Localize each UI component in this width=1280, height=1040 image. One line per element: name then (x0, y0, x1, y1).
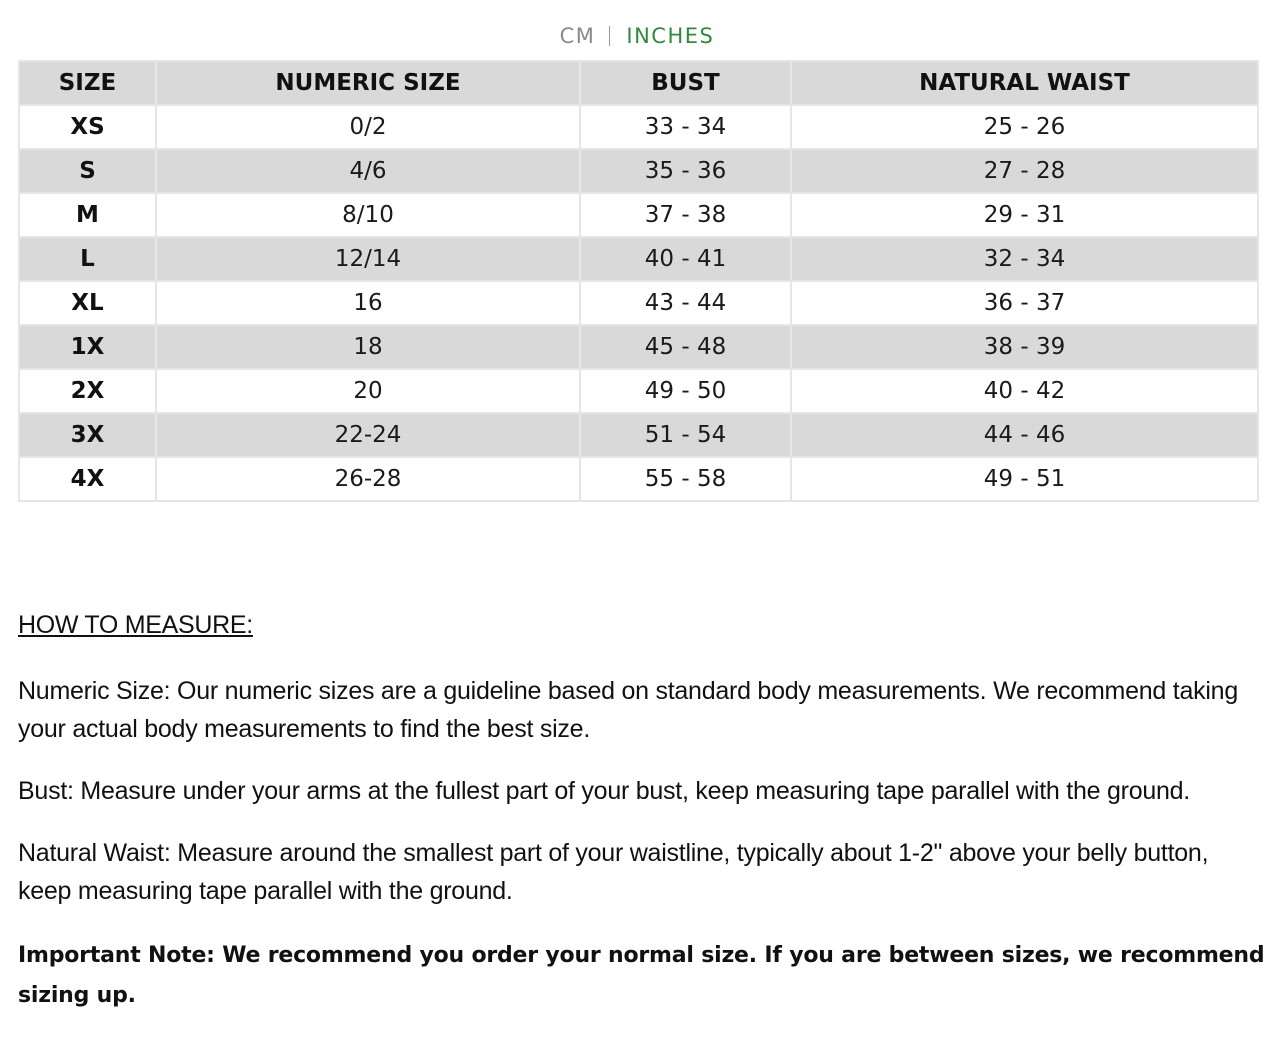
table-row (19, 457, 1258, 501)
numeric-size-cell: 4/6 (156, 149, 580, 193)
unit-cm-option[interactable]: CM (559, 24, 596, 48)
bust-cell: 49 - 50 (580, 369, 791, 413)
header-bust: BUST (580, 61, 791, 105)
table-row (19, 237, 1258, 281)
bust-cell: 37 - 38 (580, 193, 791, 237)
numeric-size-cell: 26-28 (156, 457, 580, 501)
numeric-size-cell: 16 (156, 281, 580, 325)
unit-divider (609, 26, 610, 46)
unit-inches-option[interactable]: INCHES (626, 24, 715, 48)
waist-cell: 38 - 39 (791, 325, 1258, 369)
numeric-size-cell: 22-24 (156, 413, 580, 457)
numeric-size-cell: 0/2 (156, 105, 580, 149)
size-cell: S (19, 149, 156, 193)
size-cell: 1X (19, 325, 156, 369)
waist-cell: 44 - 46 (791, 413, 1258, 457)
size-cell: 4X (19, 457, 156, 501)
waist-cell: 36 - 37 (791, 281, 1258, 325)
waist-cell: 27 - 28 (791, 149, 1258, 193)
natural-waist-guide: Natural Waist: Measure around the smallest part of your waistline, typically about 1-2" above your belly button, keep measuring tape parallel with the ground. (18, 839, 1209, 905)
how-to-measure-heading: HOW TO MEASURE: (18, 611, 253, 639)
size-cell: M (19, 193, 156, 237)
bust-guide: Bust: Measure under your arms at the fullest part of your bust, keep measuring tape parallel with the ground. (18, 777, 1191, 805)
header-natural-waist: NATURAL WAIST (791, 61, 1258, 105)
numeric-size-cell: 20 (156, 369, 580, 413)
waist-cell: 25 - 26 (791, 105, 1258, 149)
header-size: SIZE (19, 61, 156, 105)
size-cell: 2X (19, 369, 156, 413)
bust-cell: 45 - 48 (580, 325, 791, 369)
bust-cell: 40 - 41 (580, 237, 791, 281)
numeric-size-cell: 18 (156, 325, 580, 369)
table-row (19, 105, 1258, 149)
table-header-row (19, 61, 1258, 105)
size-cell: L (19, 237, 156, 281)
size-cell: 3X (19, 413, 156, 457)
numeric-size-cell: 12/14 (156, 237, 580, 281)
unit-toggle (0, 22, 1274, 50)
table-row (19, 149, 1258, 193)
waist-cell: 32 - 34 (791, 237, 1258, 281)
waist-cell: 40 - 42 (791, 369, 1258, 413)
table-row (19, 369, 1258, 413)
table-row (19, 193, 1258, 237)
size-cell: XL (19, 281, 156, 325)
numeric-size-cell: 8/10 (156, 193, 580, 237)
bust-cell: 55 - 58 (580, 457, 791, 501)
table-row (19, 325, 1258, 369)
numeric-size-guide: Numeric Size: Our numeric sizes are a guideline based on standard body measurements. We recommend taking your actual body measurements to find the best size. (18, 677, 1238, 743)
bust-cell: 51 - 54 (580, 413, 791, 457)
bust-cell: 35 - 36 (580, 149, 791, 193)
table-row (19, 281, 1258, 325)
how-to-measure-section (18, 608, 1268, 1040)
size-chart-table (18, 60, 1259, 502)
table-row (19, 413, 1258, 457)
important-note: Important Note: We recommend you order your normal size. If you are between sizes, we recommend sizing up. (18, 943, 1265, 1008)
bust-cell: 33 - 34 (580, 105, 791, 149)
waist-cell: 49 - 51 (791, 457, 1258, 501)
waist-cell: 29 - 31 (791, 193, 1258, 237)
size-cell: XS (19, 105, 156, 149)
bust-cell: 43 - 44 (580, 281, 791, 325)
header-numeric-size: NUMERIC SIZE (156, 61, 580, 105)
